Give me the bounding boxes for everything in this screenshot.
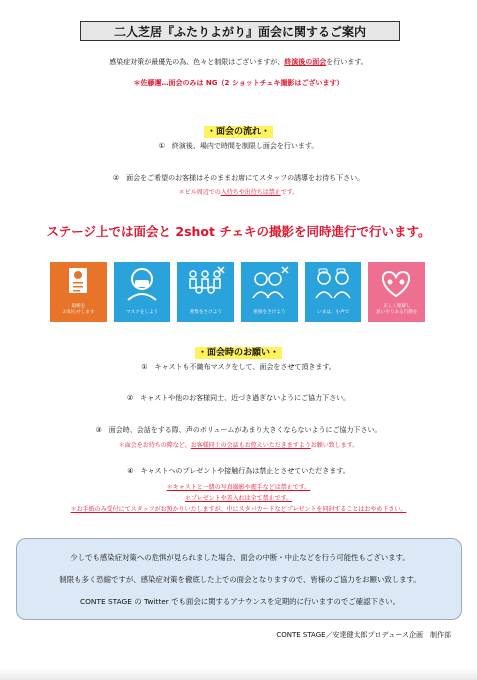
infection-prevention-icons: [50, 262, 425, 322]
section-requests-heading: [0, 340, 477, 359]
flow-step-1: ① 終演後、場内で時間を制限し面会を行います。: [158, 142, 319, 150]
request-item-2: ② キャストや他のお客様同士、近づき過ぎないようにご協力下さい。: [126, 394, 351, 402]
request-item-4-note-1: ＊キャストと一緒の写真撮影や握手などは禁止です。: [166, 484, 311, 491]
heart-hands-icon: [376, 266, 416, 302]
mask-icon: [122, 266, 162, 302]
flow-note-prefix: ＊ビル周辺での: [178, 189, 221, 196]
flow-step-2-note: [0, 187, 477, 196]
flow-note-suffix: です。: [280, 189, 299, 196]
section-flow-heading-label: ・面会の流れ・: [204, 126, 273, 138]
page-bottom-edge: [0, 668, 477, 680]
footer-credit: CONTE STAGE／安達健太郎プロデュース企画 制作部: [276, 631, 451, 639]
icon-tile-mask: [114, 262, 171, 322]
flow-step-2: ② 面会をご希望のお客様はそのままお席にてスタッフの誘導をお待ち下さい。: [112, 174, 365, 182]
notice-line-1: 少しでも感染症対策への危惧が見られました場合、面会の中断・中止などを行う可能性もございます。: [70, 553, 410, 562]
stage-notice: ステージ上では面会と 2shot チェキの撮影を同時進行で行います。: [46, 224, 431, 239]
icon-caption-mask: マスクをしよう: [126, 310, 159, 315]
notice-line-3: CONTE STAGE の Twitter でも面会に関するアナウンスを定期的に行いますのでご確認下さい。: [79, 597, 401, 606]
notice-box: [16, 538, 462, 620]
request-note-emphasis: お客様同士の会話もお控えいただきますよう: [190, 442, 311, 449]
icon-caption-close-contact: 密接をさけよう: [253, 310, 286, 315]
request-note-suffix: お願い致します。: [310, 442, 359, 449]
intro-prefix: 感染症対策が最優先の為、色々と制限はございますが、: [109, 58, 285, 66]
section-flow-heading: [0, 119, 477, 138]
page-title: 二人芝居『ふたりよがり』面会に関するご案内: [113, 24, 366, 39]
crowd-icon: [185, 266, 225, 302]
icon-tile-close-contact: [241, 262, 298, 322]
request-item-4-note-2: ＊プレゼントや差入れは全て禁止です。: [184, 495, 293, 502]
document-icon: [58, 266, 98, 302]
request-item-3: ③ 面会時、会話をする際、声のボリュームがあまり大きくならないようにご協力下さい。: [95, 426, 382, 434]
intro-suffix: を行います。: [326, 58, 368, 66]
notice-line-2: 制限も多く恐縮ですが、感染症対策を徹底した上での面会となりますので、皆様のご協力をお願い致します。: [59, 575, 421, 584]
request-item-1: ① キャストも不織布マスクをして、面会をさせて頂きます。: [141, 363, 336, 371]
icon-tile-notice: [50, 262, 107, 322]
icon-tile-crowd: [177, 262, 234, 322]
request-item-4: ④ キャストへのプレゼントや接触行為は禁止とさせていただきます。: [127, 467, 350, 475]
warning-text: ＊佐藤邇…面会のみは NG（2 ショットチェキ撮影はございます）: [133, 79, 344, 87]
request-item-3-note: [0, 440, 477, 449]
flow-note-emphasis: 入待ちや出待ちは禁止: [220, 189, 281, 196]
close-contact-icon: [249, 266, 289, 302]
icon-caption-quiet-voice: いまは、小声で: [317, 310, 350, 315]
section-requests-heading-label: ・面会時のお願い・: [195, 347, 282, 359]
icon-caption-crowd: 密集をさけよう: [189, 310, 222, 315]
request-note-prefix: ＊面会をお待ちの際など、: [118, 442, 191, 449]
title-box: [80, 21, 400, 41]
icon-caption-heart: 正しく理解し 思いやりある行動を: [376, 304, 418, 315]
icon-tile-quiet-voice: [305, 262, 362, 322]
intro-emphasis: 終演後の面会: [284, 58, 327, 66]
icon-tile-heart: [368, 262, 425, 322]
intro-text: [0, 57, 477, 67]
request-item-4-note-3: ＊お手紙のみ受付にてスタッフがお預かりいたしますが、中にスタバカードなどプレゼントを同封することはおやめ下さい。: [70, 506, 407, 513]
icon-caption-notice: 取組を お知らせします: [62, 304, 95, 315]
quiet-voice-icon: [313, 266, 353, 302]
